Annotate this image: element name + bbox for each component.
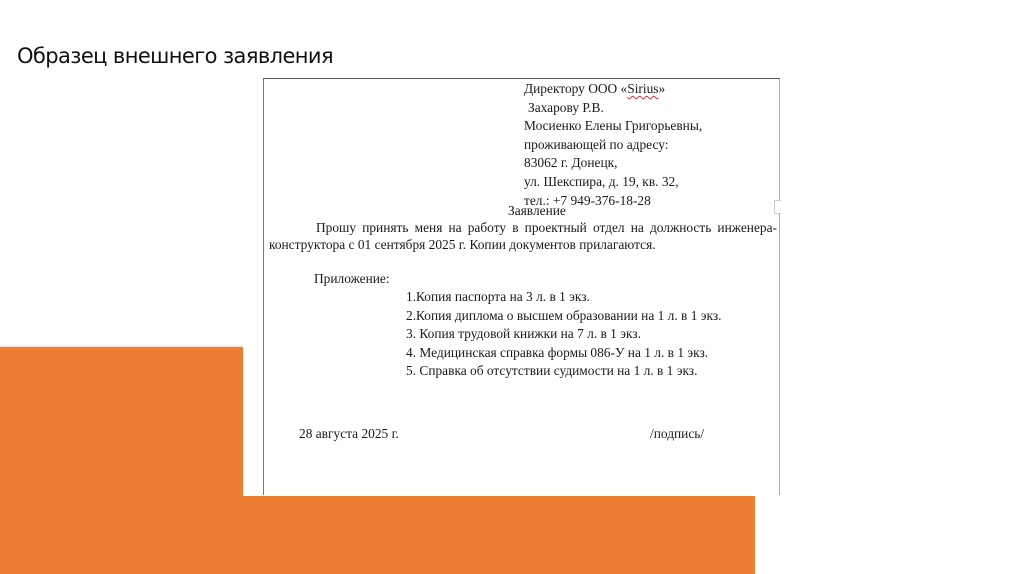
attachments-label: Приложение: (314, 271, 390, 286)
attachment-item: 4. Медицинская справка формы 086-У на 1 л. в 1 экз. (406, 344, 709, 360)
attachment-item: 3. Копия трудовой книжки на 7 л. в 1 экз. (406, 326, 641, 341)
attachments-list (406, 288, 721, 381)
document-heading: Заявление (508, 203, 566, 218)
slide-title: Образец внешнего заявления (17, 44, 333, 68)
quote-close: » (658, 81, 666, 96)
document-body: Прошу принять меня на работу в проектный отдел на должность инженера-конструктора с 01 сентября 2025 г. Копии документов прилагаются. (269, 220, 777, 252)
addressee-line-2: Захарову Р.В. (528, 99, 604, 115)
addressee-line-6: ул. Шекспира, д. 19, кв. 32, (524, 173, 679, 189)
document-edge-notch (774, 200, 781, 214)
addressee-line-1 (524, 80, 702, 99)
company-name: Sirius (627, 81, 659, 96)
signature-placeholder: /подпись/ (650, 426, 705, 441)
attachment-item: 1.Копия паспорта на 3 л. в 1 экз. (406, 289, 590, 304)
addressee-line-4: проживающей по адресу: (524, 136, 669, 152)
addressee-line-5: 83062 г. Донецк, (524, 155, 618, 171)
addressee-line-3: Мосиенко Елены Григорьевны, (524, 118, 703, 134)
decorative-orange-band (0, 496, 755, 574)
addressee-line-7: тел.: +7 949-376-18-28 (524, 192, 651, 208)
document-date: 28 августа 2025 г. (299, 426, 399, 441)
attachment-item: 2.Копия диплома о высшем образовании на 1 л. в 1 экз. (406, 307, 722, 323)
addressee-block (524, 80, 702, 210)
addressee-position: Директору ООО « (524, 81, 628, 96)
attachment-item: 5. Справка об отсутствии судимости на 1 л. в 1 экз. (406, 363, 698, 378)
